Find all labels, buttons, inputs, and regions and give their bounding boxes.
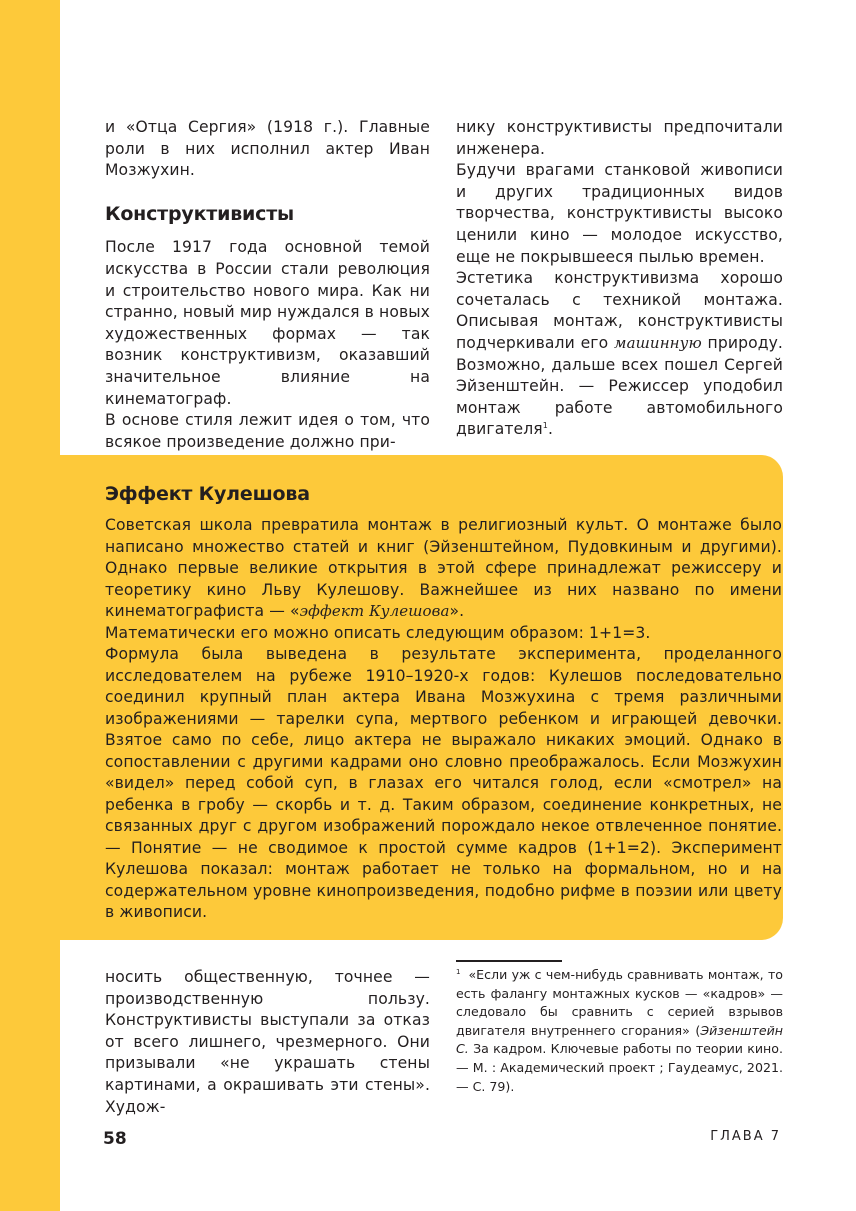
paragraph: После 1917 года основной темой искусства в России стали революция и строительство нового мира. Как ни странно, новый мир нуждался в новых художественных формах — так возник конструктивизм, оказавший значительное влияние на кинематограф. <box>105 238 430 408</box>
text: Эстетика конструктивизма хорошо сочеталась с техникой монтажа. Описывая монтаж, конструктивисты подчеркивали его <box>456 269 783 352</box>
footnote-text: «Если уж с чем-нибудь сравнивать монтаж, то есть фалангу монтажных кусков — «кадров» — следовало бы сравнить с серией взрывов двигателя внутреннего сгорания» ( <box>456 967 783 1038</box>
paragraph: Математически его можно описать следующим образом: 1+1=3. <box>105 623 651 642</box>
bottom-left-column <box>105 967 430 1118</box>
top-left-column <box>105 117 430 453</box>
footnote-divider <box>456 960 562 962</box>
text: Советская школа превратила монтаж в религиозный культ. О монтаже было написано множество статей и книг (Эйзенштейном, Пудовкиным и другими). Однако первые великие открытия в этой сфере принадлежат режиссеру и теоретику кино Льву Кулешову. Важнейшее из них названо по имени кинематографиста — « <box>105 516 782 620</box>
emphasis: эффект Кулешова <box>299 602 450 620</box>
box-heading: Эффект Кулешова <box>105 483 310 505</box>
footnote-text: За кадром. Ключевые работы по теории кино. — М. : Академический проект ; Гаудеамус, 2021. — С. 79). <box>456 1041 783 1094</box>
paragraph <box>105 515 782 623</box>
footnote-ref[interactable]: 1 <box>542 421 548 431</box>
top-right-column <box>456 117 783 441</box>
footnote <box>456 966 783 1096</box>
sidebar-box <box>0 455 783 940</box>
footnote-author: Эйзенштейн С. <box>456 1022 783 1057</box>
paragraph: нику конструктивисты предпочитали инженера. <box>456 118 783 158</box>
page-number: 58 <box>103 1129 127 1149</box>
paragraph: Формула была выведена в результате эксперимента, проделанного исследователем на рубеже 1910–1920-х годов: Кулешов последовательно соединил крупный план актера Ивана Мозжухина с тремя различными изображениями — тарелки супа, мертвого ребенком и играющей девочки. Взятое само по себе, лицо актера не выражало никаких эмоций. Однако в сопоставлении с другими кадрами оно словно преображалось. Если Мозжухин «видел» перед собой суп, в глазах его читался голод, если «смотрел» на ребенка в гробу — скорбь и т. д. Таким образом, соединение конкретных, не связанных друг с другом изображений порождало некое отвлеченное понятие. — Понятие — не сводимое к простой сумме кадров (1+1=2). Эксперимент Кулешова показал: монтаж работает не только на формальном, но и на содержательном уровне кинопроизведения, подобно рифме в поэзии или цвету в живописи. <box>105 645 782 921</box>
paragraph: и «Отца Сергия» (1918 г.). Главные роли в них исполнил актер Иван Мозжухин. <box>105 118 430 180</box>
text: . <box>547 420 554 439</box>
paragraph: носить общественную, точнее — производственную пользу. Конструктивисты выступали за отказ от всего лишнего, чрезмерного. Они призывали «не украшать стены картинами, а окрашивать эти стены». Худож- <box>105 968 430 1116</box>
footnote-marker: 1 <box>456 967 461 976</box>
paragraph: В основе стиля лежит идея о том, что всякое произведение должно при- <box>105 411 430 451</box>
running-header-chapter: ГЛАВА 7 <box>710 1129 781 1144</box>
section-heading: Конструктивисты <box>105 202 294 225</box>
paragraph: Будучи врагами станковой живописи и других традиционных видов творчества, конструктивисты высоко ценили кино — молодое искусство, еще не покрывшееся пылью времен. <box>456 161 783 266</box>
paragraph <box>456 268 783 441</box>
emphasis: машинную <box>614 333 702 352</box>
text: ». <box>449 602 465 620</box>
text: природу. Возможно, дальше всех пошел Сергей Эйзенштейн. — Режиссер уподобил монтаж работе автомобильного двигателя <box>456 333 783 439</box>
